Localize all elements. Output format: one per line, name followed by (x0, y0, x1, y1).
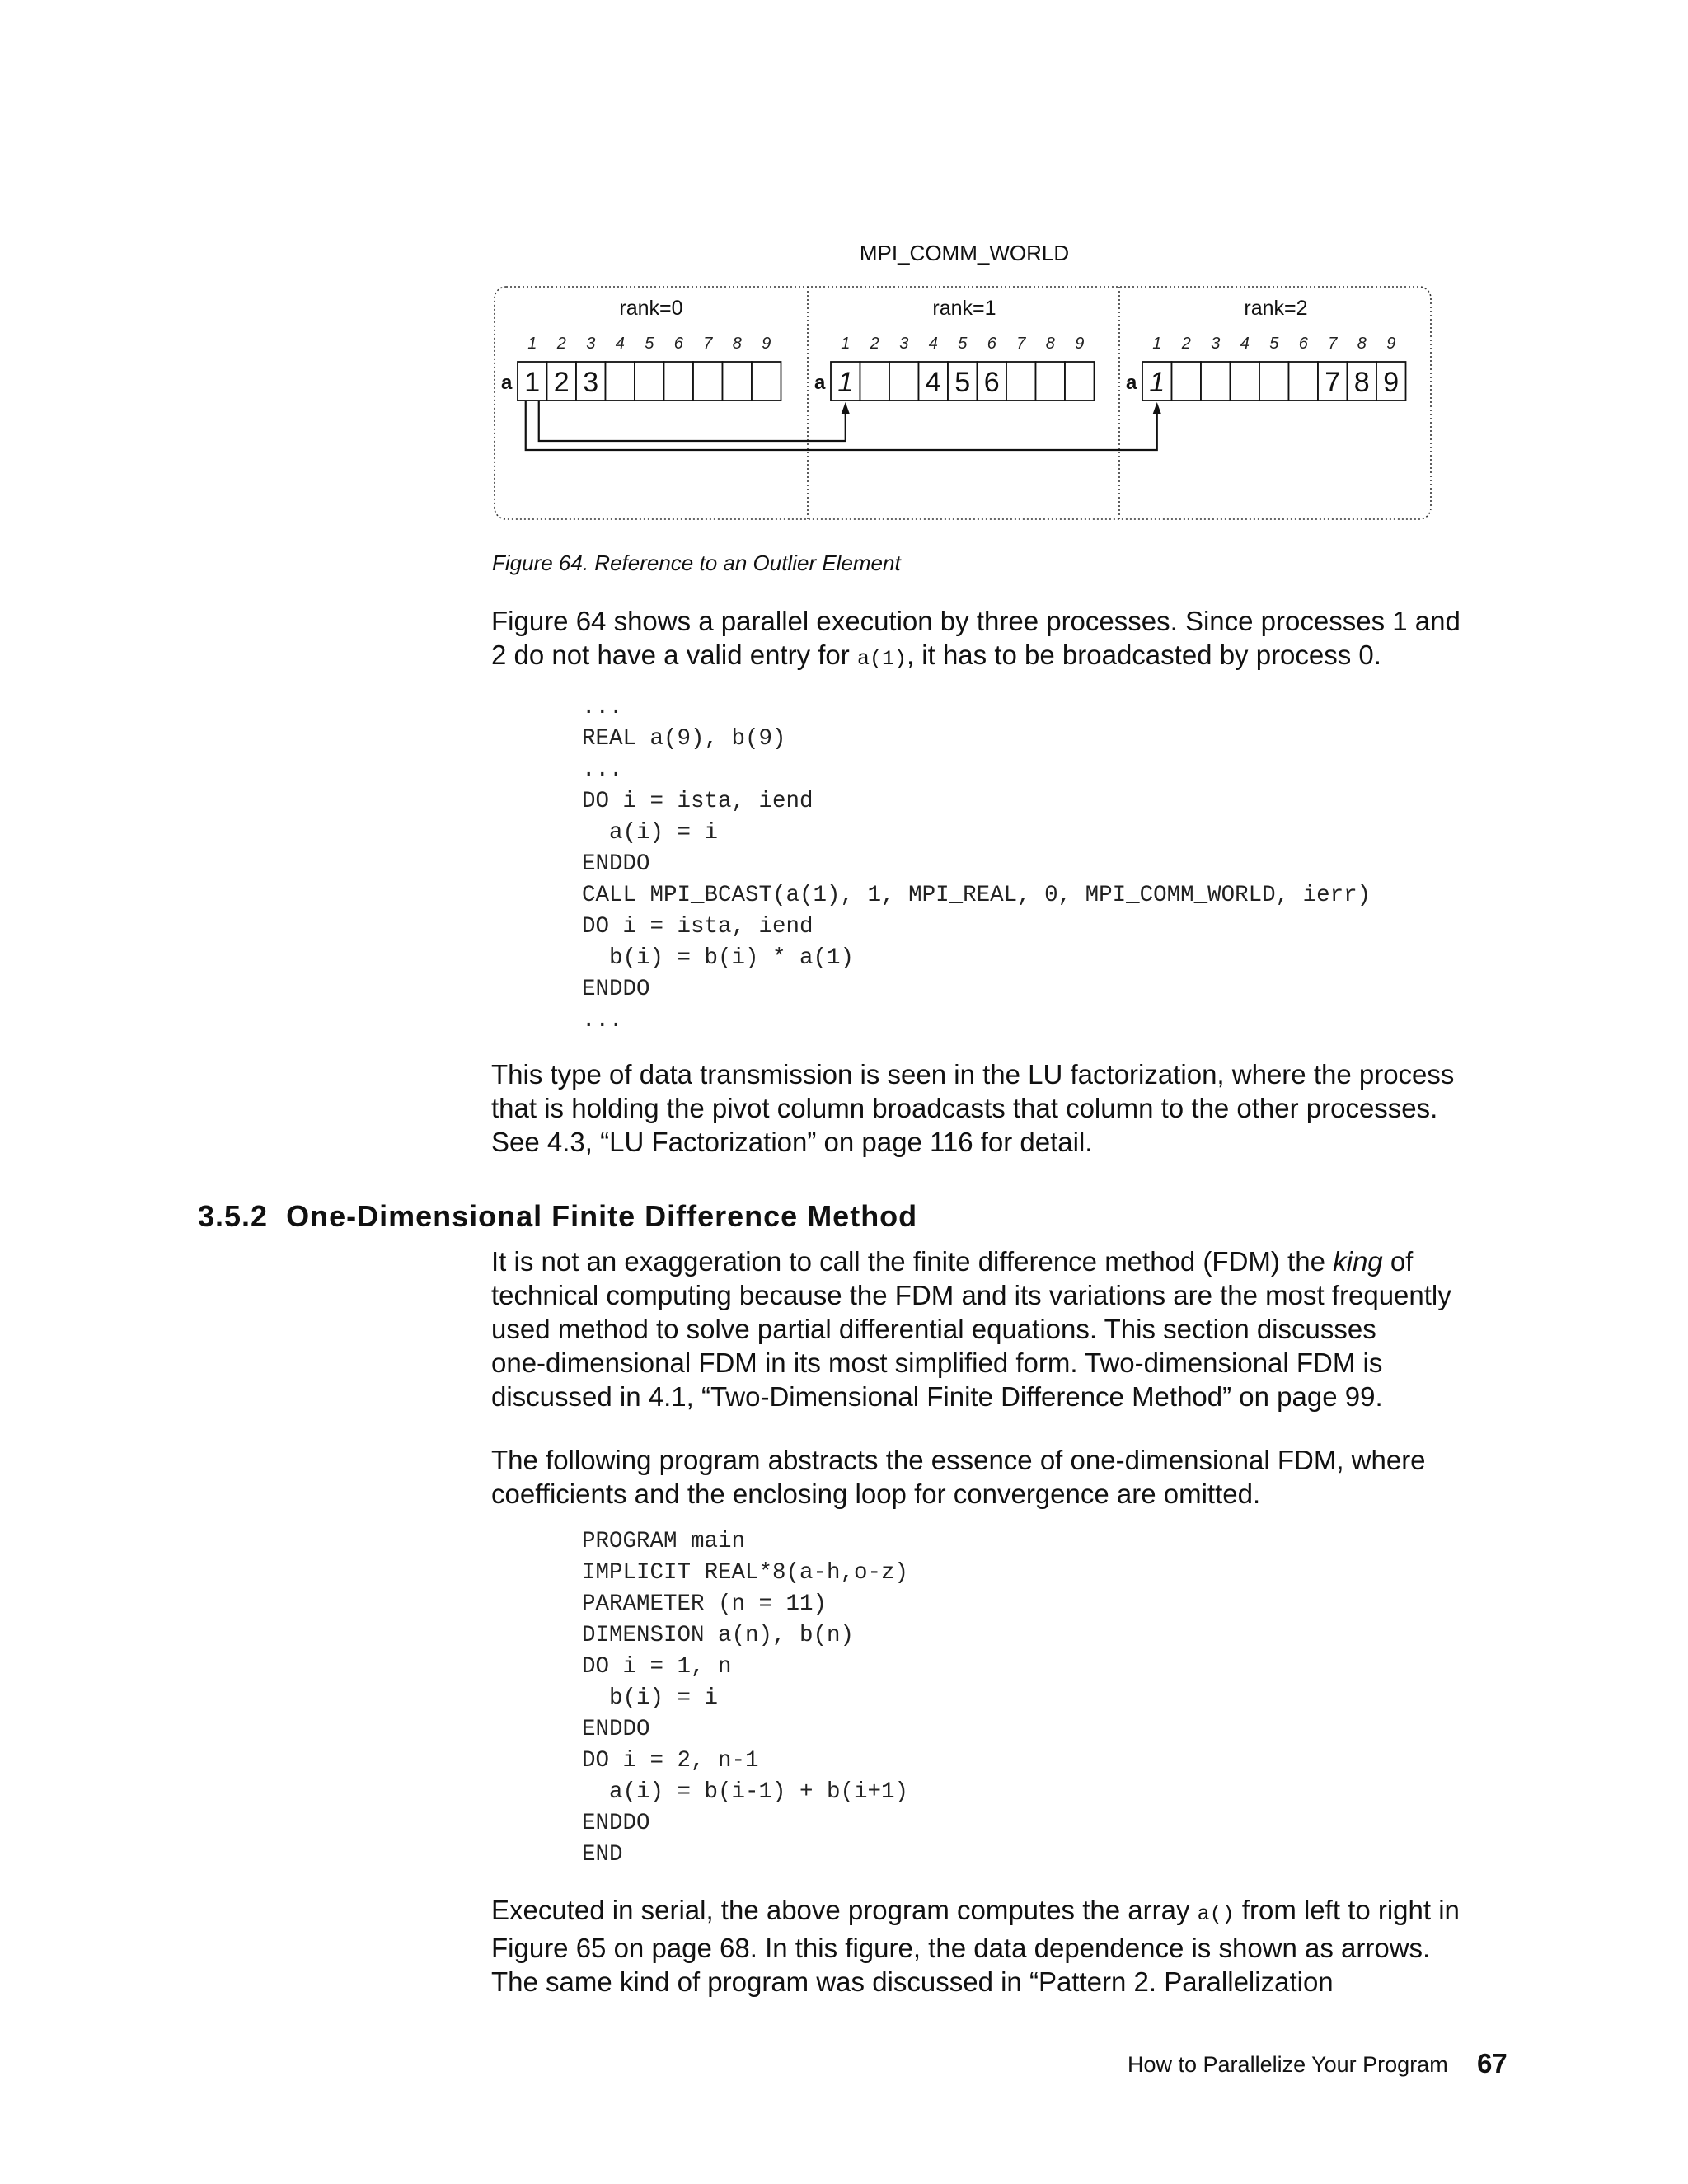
paragraph-3 (491, 1244, 1451, 1413)
array-cell (606, 362, 635, 401)
index-label: 3 (586, 335, 596, 353)
index-label: 8 (1357, 335, 1367, 353)
figure-64-diagram (486, 239, 1442, 527)
index-label: 2 (556, 335, 566, 353)
paragraph-5-line-1: Executed in serial, the above program computes the array a() from left to right in (491, 1895, 1460, 1926)
code2-line-8: DO i = 2, n-1 (582, 1748, 759, 1774)
section-heading (198, 1199, 917, 1234)
array-cell-value: 6 (983, 367, 1000, 398)
index-label: 5 (1269, 335, 1279, 353)
code2-line-1: PROGRAM main (582, 1529, 746, 1554)
code2-line-2: IMPLICIT REAL*8(a-h,o-z) (582, 1560, 909, 1586)
array-cell (693, 362, 723, 401)
figure-caption: Figure 64. Reference to an Outlier Element (492, 551, 901, 575)
array-cell-value: 1 (837, 367, 854, 398)
index-label: 8 (1045, 335, 1055, 353)
array-cell-value: 5 (954, 367, 971, 398)
array-label: a (501, 372, 513, 394)
array-cell (635, 362, 664, 401)
code2-line-7: ENDDO (582, 1717, 650, 1742)
paragraph-4-line-2: coefficients and the enclosing loop for convergence are omitted. (491, 1479, 1261, 1509)
code1-line-4: DO i = ista, iend (582, 789, 814, 814)
array-cell-value: 1 (1149, 367, 1165, 398)
paragraph-5 (491, 1893, 1460, 1999)
array-cell (723, 362, 753, 401)
paragraph-3-line-2: technical computing because the FDM and its variations are the most frequently (491, 1280, 1451, 1310)
running-footer-title: How to Parallelize Your Program (1128, 2052, 1448, 2077)
index-label: 4 (615, 335, 625, 353)
index-label: 1 (1152, 335, 1162, 353)
index-label: 3 (899, 335, 909, 353)
index-label: 6 (987, 335, 996, 353)
index-label: 7 (1016, 335, 1026, 353)
arrowhead (1153, 402, 1161, 414)
inline-code-a: a() (1197, 1902, 1235, 1926)
rank-label: rank=0 (619, 297, 683, 320)
array-cell (1172, 362, 1202, 401)
comm-world-boundary (495, 287, 1431, 519)
array-cell-value: 4 (925, 367, 941, 398)
index-label: 2 (1181, 335, 1191, 353)
array-cell-value: 7 (1325, 367, 1341, 398)
index-label: 9 (1386, 335, 1396, 353)
array-cell-value: 9 (1383, 367, 1400, 398)
code1-line-11: ... (582, 1008, 623, 1033)
paragraph-1 (491, 604, 1461, 676)
paragraph-4 (491, 1443, 1426, 1511)
paragraph-3-line-4: one-dimensional FDM in its most simplified form. Two-dimensional FDM is (491, 1347, 1383, 1378)
array-cell (1006, 362, 1036, 401)
index-label: 7 (703, 335, 713, 353)
code2-line-5: DO i = 1, n (582, 1654, 732, 1680)
arrowhead (842, 402, 850, 414)
index-label: 5 (645, 335, 654, 353)
code1-line-9: b(i) = b(i) * a(1) (582, 945, 855, 971)
broadcast-arrow-rank1 (539, 401, 846, 441)
index-label: 3 (1211, 335, 1221, 353)
paragraph-4-line-1: The following program abstracts the essence of one-dimensional FDM, where (491, 1445, 1426, 1475)
code2-line-6: b(i) = i (582, 1685, 719, 1711)
paragraph-2-line-1: This type of data transmission is seen in the LU factorization, where the process (491, 1059, 1455, 1090)
array-cell (1201, 362, 1231, 401)
index-label: 4 (928, 335, 938, 353)
index-label: 6 (673, 335, 683, 353)
array-cell-value: 3 (583, 367, 599, 398)
index-label: 4 (1240, 335, 1250, 353)
code1-line-5: a(i) = i (582, 820, 719, 846)
index-label: 8 (732, 335, 742, 353)
code1-line-1: ... (582, 695, 623, 720)
index-label: 6 (1298, 335, 1308, 353)
figure-title: MPI_COMM_WORLD (859, 241, 1070, 265)
array-label: a (814, 372, 826, 394)
broadcast-arrow-rank2 (526, 401, 1157, 450)
paragraph-1-line-2: 2 do not have a valid entry for a(1), it has to be broadcasted by process 0. (491, 640, 1381, 671)
index-label: 9 (762, 335, 771, 353)
emphasis-king: king (1333, 1246, 1383, 1277)
code-block-mpi-bcast (582, 692, 1371, 1037)
array-cell (1289, 362, 1319, 401)
array-cell (1231, 362, 1260, 401)
array-cell (664, 362, 694, 401)
array-cell-value: 8 (1353, 367, 1370, 398)
code2-line-11: END (582, 1842, 623, 1868)
index-label: 2 (870, 335, 879, 353)
array-label: a (1126, 372, 1137, 394)
array-cell (752, 362, 781, 401)
index-label: 1 (528, 335, 537, 353)
paragraph-3-line-1: It is not an exaggeration to call the finite difference method (FDM) the king of (491, 1246, 1414, 1277)
code-block-fdm-program (582, 1526, 908, 1871)
paragraph-1-line-1: Figure 64 shows a parallel execution by three processes. Since processes 1 and (491, 606, 1461, 636)
code2-line-4: DIMENSION a(n), b(n) (582, 1623, 855, 1648)
code1-line-10: ENDDO (582, 977, 650, 1002)
paragraph-5-line-3: The same kind of program was discussed in “Pattern 2. Parallelization (491, 1966, 1334, 1997)
inline-code-a1: a(1) (856, 647, 907, 671)
code1-line-8: DO i = ista, iend (582, 914, 814, 940)
paragraph-3-line-5: discussed in 4.1, “Two-Dimensional Finite Difference Method” on page 99. (491, 1381, 1383, 1412)
array-cell (860, 362, 890, 401)
section-title: One-Dimensional Finite Difference Method (286, 1199, 918, 1233)
paragraph-3-line-3: used method to solve partial differential equations. This section discusses (491, 1314, 1376, 1344)
array-cell-value: 1 (524, 367, 541, 398)
paragraph-2-line-3: See 4.3, “LU Factorization” on page 116 for detail. (491, 1127, 1093, 1157)
index-label: 9 (1075, 335, 1085, 353)
paragraph-2-line-2: that is holding the pivot column broadcasts that column to the other processes. (491, 1093, 1438, 1123)
code1-line-6: ENDDO (582, 851, 650, 877)
code1-line-7: CALL MPI_BCAST(a(1), 1, MPI_REAL, 0, MPI_COMM_WORLD, ierr) (582, 883, 1372, 908)
page-number: 67 (1477, 2048, 1507, 2079)
index-label: 7 (1328, 335, 1338, 353)
array-cell (1036, 362, 1066, 401)
code2-line-10: ENDDO (582, 1811, 650, 1836)
array-cell (1065, 362, 1095, 401)
rank-label: rank=1 (932, 297, 996, 320)
paragraph-2 (491, 1057, 1454, 1159)
section-number: 3.5.2 (198, 1199, 269, 1233)
rank-label: rank=2 (1244, 297, 1308, 320)
code2-line-3: PARAMETER (n = 11) (582, 1591, 828, 1617)
index-label: 1 (841, 335, 851, 353)
paragraph-5-line-2: Figure 65 on page 68. In this figure, the data dependence is shown as arrows. (491, 1933, 1431, 1963)
code1-line-2: REAL a(9), b(9) (582, 726, 786, 752)
index-label: 5 (958, 335, 968, 353)
code1-line-3: ... (582, 757, 623, 783)
array-cell (889, 362, 919, 401)
array-cell-value: 2 (553, 367, 570, 398)
array-cell (1259, 362, 1289, 401)
code2-line-9: a(i) = b(i-1) + b(i+1) (582, 1779, 909, 1805)
